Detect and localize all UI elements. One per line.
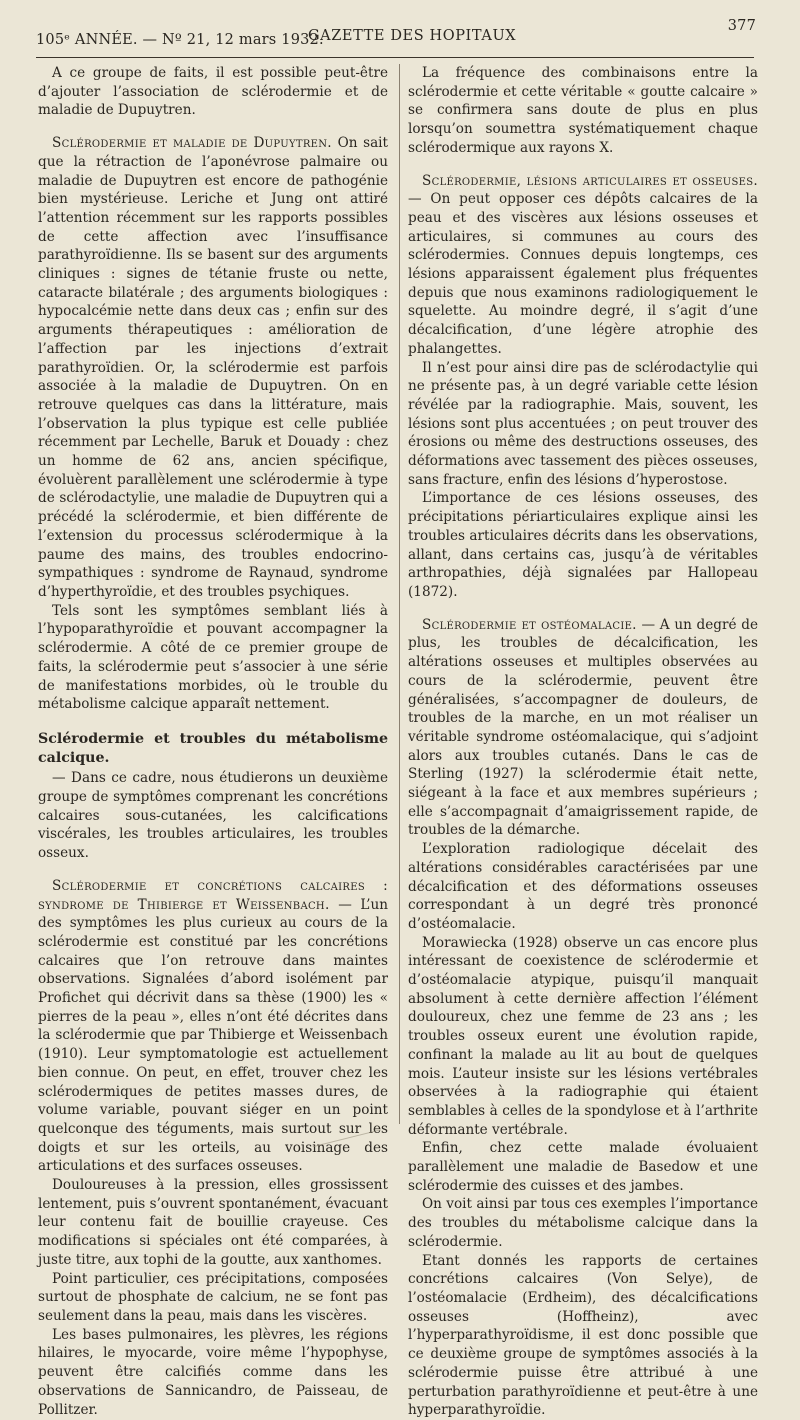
paragraph: Tels sont les symptômes semblant liés à l’hypoparathyroïdie et pouvant accompagner la sclérodermie. A côté de ce premier groupe de faits, la sclérodermie peut s’associer à une série de manifestations morbides, où le trouble du métabolisme calcique apparaît nettement.	[38, 602, 388, 713]
journal-title: GAZETTE DES HOPITAUX	[308, 28, 517, 44]
section-dupuytren	[38, 134, 388, 602]
paragraph: — Dans ce cadre, nous étudierons un deuxième groupe de symptômes comprenant les concrétions calcaires sous-cutanées, les calcifications viscérales, les troubles articulaires, les troubles osseux.	[38, 770, 388, 862]
section-text: On sait que la rétraction de l’aponévrose palmaire ou maladie de Dupuytren est encore de pathogénie bien mystérieuse. Leriche et Jung ont attiré l’attention récemment sur les rapports possibles de cette affection avec l’insuffisance parathyroïdienne. Ils se basent sur des arguments cliniques : signes de tétanie fruste ou nette, cataracte bilatérale ; des arguments biologiques : hypocalcémie nette dans deux cas ; enfin sur des arguments thérapeutiques : amélioration de l’affection par les injections d’extrait parathyroïdien. Or, la sclérodermie est parfois associée à la maladie de Dupuytren. On en retrouve quelques cas dans la littérature, mais l’observation la plus typique est celle publiée récemment par Lechelle, Baruk et Douady : chez un homme de 62 ans, ancien spécifique, évoluèrent parallèlement une sclérodermie à type de sclérodactylie, une maladie de Dupuytren qui a précédé la sclérodermie, et bien différente de l’extension du processus sclérodermique à la paume des mains, des troubles endocrino-sympathiques : syndrome de Raynaud, syndrome d’hyperthyroïdie, et des troubles psychiques.	[38, 135, 388, 600]
left-column	[38, 64, 388, 1419]
subsection-title: Sclérodermie et troubles du métabolisme calcique.	[38, 730, 388, 766]
paragraph: La fréquence des combinaisons entre la sclérodermie et cette véritable « goutte calcaire » se confirmera sans doute de plus en plus lorsqu’on soumettra systématiquement chaque sclérodermique aux rayons X.	[408, 65, 758, 156]
section-heading: Sclérodermie et maladie de Dupuytren.	[52, 135, 332, 152]
section-text: — A un degré de plus, les troubles de décalcification, les altérations osseuses et multiples observées au cours de la sclérodermie, peuvent être généralisées, s’accompagner de douleurs, de troubles de la marche, en un mot réaliser un véritable syndrome ostéomalacique, qui s’adjoint alors aux troubles cutanés. Dans le cas de Sterling (1927) la sclérodermie était nette, siégeant à la face et aux membres supérieurs ; elle s’accompagnait d’amaigrissement rapide, de troubles de la démarche.	[408, 616, 758, 839]
section-heading: Sclérodermie, lésions articulaires et osseuses.	[422, 172, 758, 189]
right-column	[408, 64, 758, 1420]
paragraph: A ce groupe de faits, il est possible peut-être d’ajouter l’association de sclérodermie et de maladie de Dupuytren.	[38, 65, 388, 119]
paragraph: Il n’est pour ainsi dire pas de sclérodactylie qui ne présente pas, à un degré variable cette lésion révélée par la radiographie. Mais, souvent, les lésions sont plus accentuées ; on peut trouver des érosions ou même des destructions osseuses, des déformations avec tassement des pièces osseuses, sans fracture, enfin des lésions d’hyperostose.	[408, 359, 758, 488]
column-divider	[399, 64, 400, 1124]
section-lesions	[408, 172, 758, 359]
paragraph: On voit ainsi par tous ces exemples l’importance des troubles du métabolisme calcique dans la sclérodermie.	[408, 1196, 758, 1250]
paragraph: Point particulier, ces précipitations, composées surtout de phosphate de calcium, ne se font pas seulement dans la peau, mais dans les viscères.	[38, 1270, 388, 1324]
header-rule	[36, 57, 754, 58]
section-text: — On peut opposer ces dépôts calcaires de la peau et des viscères aux lésions osseuses et articulaires, si communes au cours des sclérodermies. Connues depuis longtemps, ces lésions apparaissent également plus fréquentes depuis que nous examinons radiologiquement le squelette. Au moindre degré, il s’agit d’une décalcification, d’une légère atrophie des phalangettes.	[408, 191, 758, 357]
paragraph: L’importance de ces lésions osseuses, des précipitations périarticulaires explique ainsi les troubles articulaires décrits dans les observations, allant, dans certains cas, jusqu’à de véritables arthropathies, déjà signalées par Hallopeau (1872).	[408, 490, 758, 600]
page-number: 377	[727, 18, 756, 34]
paragraph: Douloureuses à la pression, elles grossissent lentement, puis s’ouvrent spontanément, évacuant leur contenu fait de bouillie crayeuse. Ces modifications si spéciales ont été comparées, à juste titre, aux tophi de la goutte, aux xanthomes.	[38, 1177, 388, 1268]
paragraph: Les bases pulmonaires, les plèvres, les régions hilaires, le myocarde, voire même l’hypophyse, peuvent être calcifiés comme dans les observations de Sannicandro, de Paisseau, de Pollitzer.	[38, 1326, 388, 1418]
paragraph: Etant donnés les rapports de certaines concrétions calcaires (Von Selye), de l’ostéomalacie (Erdheim), des décalcifications osseuses (Hoffheinz), avec l’hyperparathyroïdisme, il est donc possible que ce deuxième groupe de symptômes associés à la sclérodermie puisse être attribué à une perturbation parathyroïdienne et peut-être à une hyperparathyroïdie.	[408, 1252, 758, 1419]
section-heading: Sclérodermie et concrétions calcaires : syndrome de Thibierge et Weissenbach.	[38, 877, 388, 913]
paragraph: Morawiecka (1928) observe un cas encore plus intéressant de coexistence de sclérodermie et d’ostéomalacie atypique, puisqu’il manquait absolument à cette dernière affection l’élément douloureux, chez une femme de 23 ans ; les troubles osseux eurent une évolution rapide, confinant la malade au lit au bout de quelques mois. L’auteur insiste sur les lésions vertébrales observées à la radiographie qui étaient semblables à celles de la spondylose et à l’arthrite déformante vertébrale.	[408, 934, 758, 1138]
issue-info: 105ᵉ ANNÉE. — Nº 21, 12 mars 1932.	[36, 32, 324, 48]
section-osteomalacie	[408, 616, 758, 840]
paragraph: Enfin, chez cette malade évoluaient parallèlement une maladie de Basedow et une sclérodermie des cuisses et des jambes.	[408, 1140, 758, 1194]
page-header	[36, 18, 756, 52]
section-heading: Sclérodermie et ostéomalacie.	[422, 616, 637, 633]
paragraph: L’exploration radiologique décelait des altérations considérables caractérisées par une décalcification et des déformations osseuses correspondant à un degré très prononcé d’ostéomalacie.	[408, 841, 758, 932]
section-text: — L’un des symptômes les plus curieux au cours de la sclérodermie est constitué par les concrétions calcaires que l’on retrouve dans maintes observations. Signalées d’abord isolément par Profichet qui décrivit dans sa thèse (1900) les « pierres de la peau », elles n’ont été décrites dans la sclérodermie que par Thibierge et Weissenbach (1910). Leur symptomatologie est actuellement bien connue. On peut, en effet, trouver chez les sclérodermiques de petites masses dures, de volume variable, pouvant siéger en un point quelconque des téguments, mais surtout sur les doigts et sur les orteils, au voisinage des articulations et des surfaces osseuses.	[38, 896, 388, 1175]
